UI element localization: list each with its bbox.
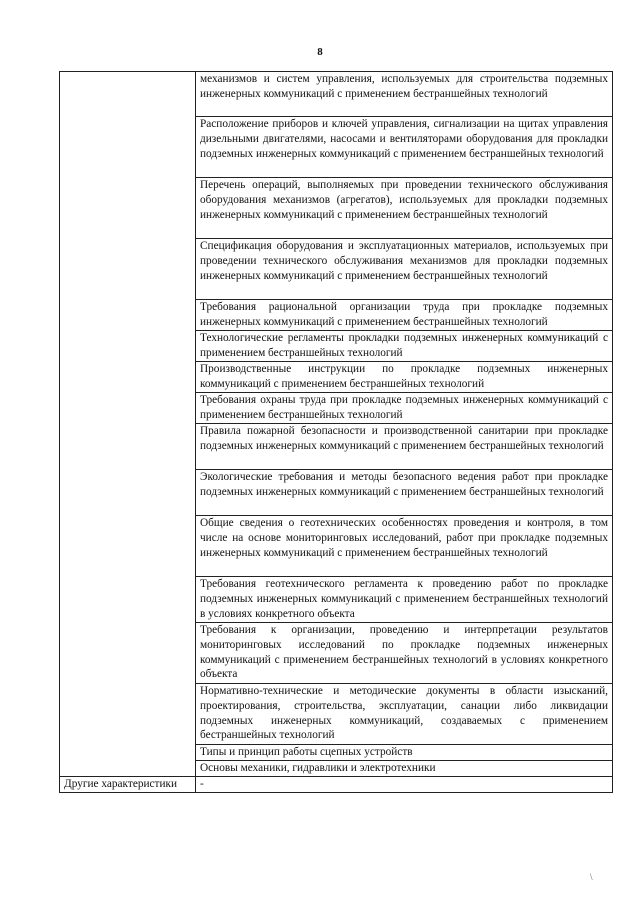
knowledge-item: Основы механики, гидравлики и электротехники [196, 761, 613, 777]
knowledge-item: Производственные инструкции по прокладке подземных инженерных коммуникаций с применением бестраншейных технологий [196, 362, 613, 393]
knowledge-item: Общие сведения о геотехнических особенностях проведения и контроля, в том числе на основе мониторинговых исследований, работ при прокладке подземных инженерных коммуникаций с применением бестраншейных технологий [196, 516, 613, 577]
knowledge-item: Экологические требования и методы безопасного ведения работ при прокладке подземных инженерных коммуникаций с применением бестраншейных технологий [196, 470, 613, 516]
knowledge-item: Правила пожарной безопасности и производственной санитарии при прокладке подземных инженерных коммуникаций с применением бестраншейных технологий [196, 424, 613, 470]
scan-mark: \ [590, 872, 593, 882]
knowledge-item: Требования охраны труда при прокладке подземных инженерных коммуникаций с применением бестраншейных технологий [196, 393, 613, 424]
other-characteristics-label: Другие характеристики [60, 777, 196, 793]
knowledge-item: Спецификация оборудования и эксплуатационных материалов, используемых при проведении технического обслуживания механизмов для прокладки подземных инженерных коммуникаций с применением бестраншейных технологий [196, 239, 613, 300]
knowledge-item: Расположение приборов и ключей управления, сигнализации на щитах управления дизельными двигателями, насосами и вентиляторами оборудования для прокладки подземных инженерных коммуникаций с применением бестраншейных технологий [196, 117, 613, 178]
knowledge-item: Типы и принцип работы сцепных устройств [196, 745, 613, 761]
knowledge-item: Требования геотехнического регламента к проведению работ по прокладке подземных инженерных коммуникаций с применением бестраншейных технологий в условиях конкретного объекта [196, 577, 613, 623]
page-number: 8 [317, 46, 323, 58]
label-cell-empty [60, 72, 196, 777]
other-characteristics-value: - [196, 777, 613, 793]
knowledge-item: механизмов и систем управления, используемых для строительства подземных инженерных коммуникаций с применением бестраншейных технологий [196, 72, 613, 117]
knowledge-item: Нормативно-технические и методические документы в области изысканий, проектирования, строительства, эксплуатации, санации либо ликвидации подземных инженерных коммуникаций, создаваемых с применением бестраншейных технологий [196, 684, 613, 745]
knowledge-item: Перечень операций, выполняемых при проведении технического обслуживания оборудования механизмов (агрегатов), используемых для прокладки подземных инженерных коммуникаций с применением бестраншейных технологий [196, 178, 613, 239]
knowledge-item: Требования к организации, проведению и интерпретации результатов мониторинговых исследований по прокладке подземных инженерных коммуникаций с применением бестраншейных технологий в условиях конкретного объекта [196, 623, 613, 684]
table-row [60, 72, 613, 117]
knowledge-item: Технологические регламенты прокладки подземных инженерных коммуникаций с применением бестраншейных технологий [196, 331, 613, 362]
knowledge-item: Требования рациональной организации труда при прокладке подземных инженерных коммуникаций с применением бестраншейных технологий [196, 300, 613, 331]
table-row-other [60, 777, 613, 793]
knowledge-table [59, 71, 613, 793]
